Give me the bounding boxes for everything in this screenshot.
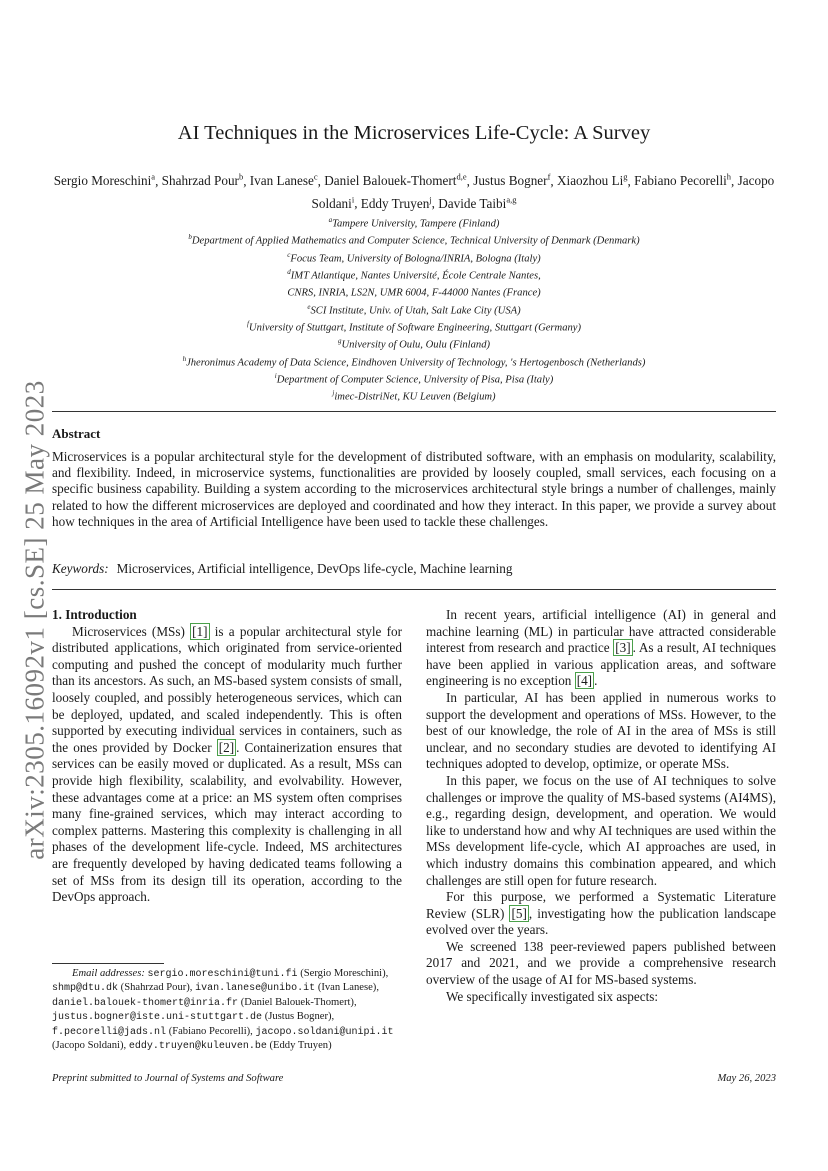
affiliation-list	[40, 214, 788, 405]
author: Daniel Balouek-Thomert$^{d,e}$	[324, 172, 467, 189]
abstract-bottom-rule	[52, 589, 776, 590]
author: Jacopo Soldani$^i$	[311, 173, 775, 211]
section-heading: 1. Introduction	[52, 607, 137, 622]
author: Ivan Lanese$^c$	[249, 172, 318, 189]
affiliation: $^e$SCI Institute, Univ. of Utah, Salt Lake City (USA)	[307, 302, 521, 317]
author: Xiaozhou Li$^g$	[557, 172, 628, 189]
author: Shahrzad Pour$^b$	[161, 172, 244, 189]
footer-date: May 26, 2023	[717, 1073, 776, 1084]
affiliation: $^j$imec-DistriNet, KU Leuven (Belgium)	[332, 389, 496, 403]
footnote-emails: Email addresses: sergio.moreschini@tuni.fi (Sergio Moreschini), shmp@dtu.dk (Shahrzad Pour), ivan.lanese@unibo.it (Ivan Lanese), daniel.balouek-thomert@inria.fr (Daniel Balouek-Thomert), justus.bogner@iste.uni-stuttgart.de (Justus Bogner), f.pecorelli@jads.nl (Fabiano Pecorelli), jacopo.soldani@unipi.it (Jacopo Soldani), eddy.truyen@kuleuven.be (Eddy Truyen)	[52, 968, 394, 1053]
keywords-text: Microservices, Artificial intelligence, DevOps life-cycle, Machine learning	[116, 561, 513, 576]
arxiv-identifier: arXiv:2305.16092v1 [cs.SE] 25 May 2023	[19, 380, 50, 860]
author: Eddy Truyen$^j$	[360, 194, 432, 211]
author: Fabiano Pecorelli$^h$	[634, 172, 732, 189]
paragraph: We specifically investigated six aspects:	[446, 988, 659, 1004]
paragraph: In this paper, we focus on the use of AI techniques to solve challenges or improve the quality of MS-based systems (AI4MS), e.g., regarding design, development, and operation. We would like to understand how and why AI techniques are used within the MSs development life-cycle, which AI approaches are used, in which industry domains this combination appeared, and which challenges are still open for future research.	[426, 772, 776, 888]
abstract-top-rule	[52, 411, 776, 412]
paragraph: In particular, AI has been applied in numerous works to support the development and operations of MSs. However, to the best of our knowledge, the role of AI in the area of MSs is still unclear, and no secondary studies are devoted to identifying AI techniques adopted to develop, optimize, or operate MSs.	[426, 689, 776, 772]
citation-link[interactable]: [5]	[511, 905, 527, 921]
paper-title: AI Techniques in the Microservices Life-Cycle: A Survey	[177, 122, 651, 144]
email-link[interactable]: jacopo.soldani@unipi.it	[255, 1026, 394, 1038]
email-link[interactable]: daniel.balouek-thomert@inria.fr	[52, 997, 239, 1009]
footer-journal: Preprint submitted to Journal of Systems and Software	[52, 1073, 284, 1084]
email-link[interactable]: sergio.moreschini@tuni.fi	[147, 969, 298, 980]
affiliation: $^a$Tampere University, Tampere (Finland)	[328, 216, 500, 230]
email-link[interactable]: justus.bogner@iste.uni-stuttgart.de	[52, 1012, 263, 1024]
paragraph: For this purpose, we performed a Systematic Literature Review (SLR) [5] , investigating how the publication landscape evolved over the years.	[426, 889, 776, 938]
keywords	[52, 561, 776, 577]
paragraph: Microservices (MSs) [1] is a popular architectural style for distributed applications, which originated from service-oriented computing and pushed the concept of modularity much further than its ancestors. As such, an MS-based system consists of small, loosely coupled, and possibly heterogeneous services, which can be deployed, updated, and scaled independently. This is often supported by executing individual services in containers, such as the ones provided by Docker [2] . Containerization ensures that services can be easily moved or duplicated. As a result, MSs can provide high flexibility, scalability, and evolvability. However, these advantages come at a price: an MS system often comprises many fine-grained services, which may interact according to complex patterns. Mastering this complexity is challenging in all phases of the development life-cycle. Indeed, MS architectures are frequently developed by having dedicated teams following a set of MSs from its design till its operation, according to the DevOps approach.	[52, 623, 402, 905]
keywords-label: Keywords:	[52, 561, 109, 576]
citation-link[interactable]: [1]	[192, 623, 208, 639]
citation-link[interactable]: [4]	[576, 673, 593, 689]
email-link[interactable]: ivan.lanese@unibo.it	[195, 983, 316, 995]
affiliation: $^g$University of Oulu, Oulu (Finland)	[337, 337, 491, 351]
citation-link[interactable]: [3]	[615, 640, 631, 656]
left-column	[52, 607, 402, 906]
affiliation: $^d$IMT Atlantique, Nantes Université, École Centrale Nantes,	[287, 267, 541, 282]
paragraph: In recent years, artificial intelligence (AI) in general and machine learning (ML) in particular have attracted considerable interest from research and practice [3] . As a result, AI techniques have been applied in various application areas, and software engineering is no exception [4] .	[426, 607, 776, 689]
affiliation: CNRS, INRIA, LS2N, UMR 6004, F-44000 Nantes (France)	[287, 287, 541, 299]
email-link[interactable]: f.pecorelli@jads.nl	[52, 1026, 167, 1038]
author: Davide Taibi$^{a,g}$	[438, 194, 517, 211]
footnote-label: Email addresses:	[72, 968, 145, 979]
right-column	[426, 607, 776, 1005]
affiliation: $^h$Jheronimus Academy of Data Science, Eindhoven University of Technology, 's Hertogenbosch (Netherlands)	[182, 354, 646, 369]
affiliation: $^b$Department of Applied Mathematics and Computer Science, Technical University of Denmark (Denmark)	[188, 233, 640, 247]
affiliation: $^f$University of Stuttgart, Institute of Software Engineering, Stuttgart (Germany)	[246, 319, 582, 334]
author: Justus Bogner$^f$	[473, 172, 551, 189]
paragraph: We screened 138 peer-reviewed papers published between 2017 and 2021, and we provide a comprehensive research overview of the usage of AI for MS-based systems.	[426, 938, 776, 988]
affiliation: $^i$Department of Computer Science, University of Pisa, Pisa (Italy)	[274, 371, 554, 386]
citation-link[interactable]: [2]	[218, 739, 235, 755]
abstract-heading: Abstract	[52, 426, 101, 441]
email-link[interactable]: shmp@dtu.dk	[52, 983, 119, 995]
author: Sergio Moreschini$^a$	[53, 172, 156, 189]
abstract-text: Microservices is a popular architectural style for the development of distributed software, with an emphasis on modularity, scalability, and flexibility. Indeed, in microservice systems, functionalities are provided by loosely coupled, small services, each focusing on a specific business capability. Building a system according to the microservices architectural style brings a number of challenges, mainly related to how the different microservices are deployed and coordinated and how they interact. In this paper, we provide a survey about how techniques in the area of Artificial Intelligence have been used to tackle these challenges.	[52, 449, 776, 529]
footnote-rule	[52, 963, 164, 964]
author-list: Sergio Moreschini$^a$, Shahrzad Pour$^b$, Ivan Lanese$^c$, Daniel Balouek-Thomert$^{d,e}$, Justus Bogner$^f$, Xiaozhou Li$^g$, Fabiano Pecorelli$^h$, Jacopo Soldani$^i$, Eddy Truyen$^j$, Davide Taibi$^{a,g}$	[53, 172, 775, 211]
email-link[interactable]: eddy.truyen@kuleuven.be	[128, 1041, 267, 1053]
affiliation: $^c$Focus Team, University of Bologna/INRIA, Bologna (Italy)	[287, 250, 541, 265]
